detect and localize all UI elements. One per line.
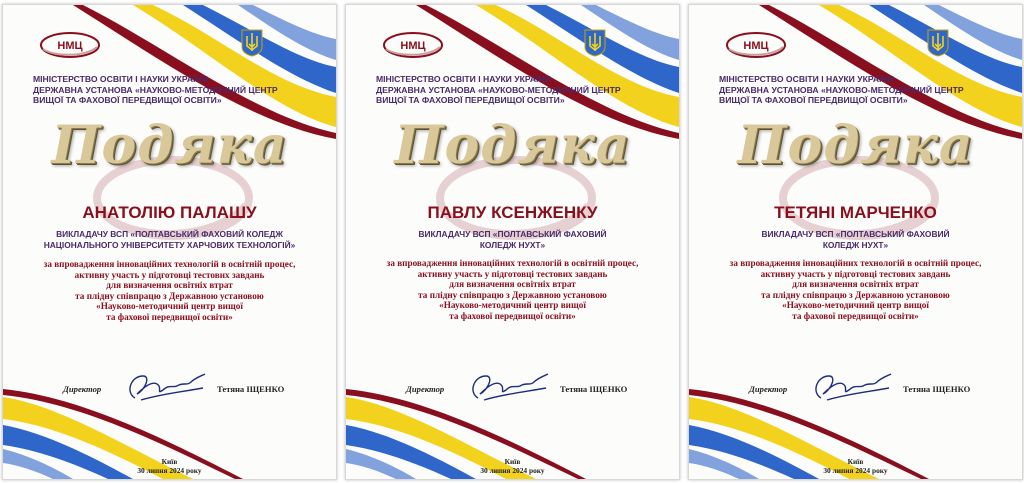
svg-text:НМЦ: НМЦ: [400, 40, 426, 52]
signature-role: Директор: [406, 384, 445, 394]
certificate-body: [346, 258, 679, 322]
body-line: «Науково-методичний центр вищої: [96, 301, 243, 312]
svg-text:НМЦ: НМЦ: [743, 40, 769, 52]
handwritten-signature: [121, 370, 207, 404]
certificate-title: Подяка: [394, 115, 631, 176]
body-line: «Науково-методичний центр вищої: [439, 300, 586, 311]
position-line: НАЦІОНАЛЬНОГО УНІВЕРСИТЕТУ ХАРЧОВИХ ТЕХНОЛОГІЙ»: [43, 239, 296, 250]
signature-name: Тетяна ІЩЕНКО: [903, 384, 971, 394]
place-and-date: [689, 457, 1022, 475]
signature-row: [3, 378, 336, 404]
body-line: «Науково-методичний центр вищої: [782, 300, 929, 311]
certificate: [688, 4, 1023, 480]
body-line: та плідну співпрацю з Державною установою: [761, 289, 950, 300]
date: 30 липня 2024 року: [137, 466, 202, 475]
recipient-name: ТЕТЯНІ МАРЧЕНКО: [774, 203, 937, 222]
body-line: за впровадження інноваційних технологій в освітній процес,: [729, 258, 982, 268]
position-line: ВИКЛАДАЧУ ВСП «ПОЛТАВСЬКИЙ ФАХОВИЙ КОЛЕДЖ: [56, 229, 283, 239]
signature-name: Тетяна ІЩЕНКО: [560, 384, 628, 394]
org-line: ДЕРЖАВНА УСТАНОВА «НАУКОВО-МЕТОДИЧНИЙ ЦЕНТР: [719, 84, 964, 95]
recipient-name: АНАТОЛІЮ ПАЛАШУ: [82, 203, 257, 222]
org-line: ВИЩОЇ ТА ФАХОВОЇ ПЕРЕДВИЩОЇ ОСВІТИ»: [376, 95, 565, 105]
body-line: та фахової передвищої освіти»: [792, 310, 919, 321]
body-line: для визначення освітніх втрат: [792, 279, 919, 290]
svg-text:НМЦ: НМЦ: [57, 40, 83, 52]
body-line: та фахової передвищої освіти»: [106, 311, 233, 322]
body-line: за впровадження інноваційних технологій в освітній процес,: [43, 259, 296, 269]
recipient-position: [346, 229, 679, 250]
nmc-logo: [39, 31, 101, 59]
position-line: ВИКЛАДАЧУ ВСП «ПОЛТАВСЬКИЙ ФАХОВИЙ: [418, 229, 607, 239]
organization-header: [33, 74, 293, 106]
body-line: активну участь у підготовці тестових завдань: [760, 268, 951, 279]
body-line: та фахової передвищої освіти»: [449, 310, 576, 321]
certificate-body: [3, 259, 336, 323]
body-line: за впровадження інноваційних технологій в освітній процес,: [386, 258, 639, 268]
org-line: МІНІСТЕРСТВО ОСВІТИ І НАУКИ УКРАЇНИ: [33, 74, 208, 84]
nmc-logo: [382, 31, 444, 59]
position-line: ВИКЛАДАЧУ ВСП «ПОЛТАВСЬКИЙ ФАХОВИЙ: [761, 229, 950, 239]
org-line: МІНІСТЕРСТВО ОСВІТИ І НАУКИ УКРАЇНИ: [376, 74, 551, 84]
signature-row: [346, 378, 679, 404]
org-line: ВИЩОЇ ТА ФАХОВОЇ ПЕРЕДВИЩОЇ ОСВІТИ»: [33, 95, 222, 105]
org-line: ДЕРЖАВНА УСТАНОВА «НАУКОВО-МЕТОДИЧНИЙ ЦЕНТР: [33, 84, 278, 95]
organization-header: [376, 74, 636, 106]
recipient-position: [689, 229, 1022, 250]
body-line: активну участь у підготовці тестових завдань: [74, 269, 265, 280]
signature-role: Директор: [749, 384, 788, 394]
body-line: та плідну співпрацю з Державною установою: [418, 289, 607, 300]
place-and-date: [346, 457, 679, 475]
recipient-name: ПАВЛУ КСЕНЖЕНКУ: [427, 203, 598, 222]
signature-name: Тетяна ІЩЕНКО: [217, 384, 285, 394]
signature-role: Директор: [63, 384, 102, 394]
city: Київ: [847, 457, 864, 466]
handwritten-signature: [807, 370, 893, 404]
certificate: [2, 4, 337, 480]
body-line: для визначення освітніх втрат: [106, 280, 233, 291]
recipient-position: [3, 229, 336, 250]
certificate-title: Подяка: [51, 115, 288, 176]
nmc-logo: [725, 31, 787, 59]
org-line: МІНІСТЕРСТВО ОСВІТИ І НАУКИ УКРАЇНИ: [719, 74, 894, 84]
org-line: ВИЩОЇ ТА ФАХОВОЇ ПЕРЕДВИЩОЇ ОСВІТИ»: [719, 95, 908, 105]
place-and-date: [3, 457, 336, 475]
certificate-title: Подяка: [737, 115, 974, 176]
position-line: КОЛЕДЖ НУХТ»: [822, 239, 889, 250]
body-line: для визначення освітніх втрат: [449, 279, 576, 290]
body-line: активну участь у підготовці тестових завдань: [417, 268, 608, 279]
ukraine-coat-of-arms-icon: [584, 29, 606, 57]
ukraine-coat-of-arms-icon: [241, 29, 263, 57]
signature-row: [689, 378, 1022, 404]
date: 30 липня 2024 року: [480, 466, 545, 475]
date: 30 липня 2024 року: [823, 466, 888, 475]
handwritten-signature: [464, 370, 550, 404]
city: Київ: [161, 457, 178, 466]
city: Київ: [504, 457, 521, 466]
position-line: КОЛЕДЖ НУХТ»: [479, 239, 546, 250]
certificate: [345, 4, 680, 480]
org-line: ДЕРЖАВНА УСТАНОВА «НАУКОВО-МЕТОДИЧНИЙ ЦЕНТР: [376, 84, 621, 95]
organization-header: [719, 74, 979, 106]
ukraine-coat-of-arms-icon: [927, 29, 949, 57]
certificate-body: [689, 258, 1022, 322]
body-line: та плідну співпрацю з Державною установою: [75, 290, 264, 301]
